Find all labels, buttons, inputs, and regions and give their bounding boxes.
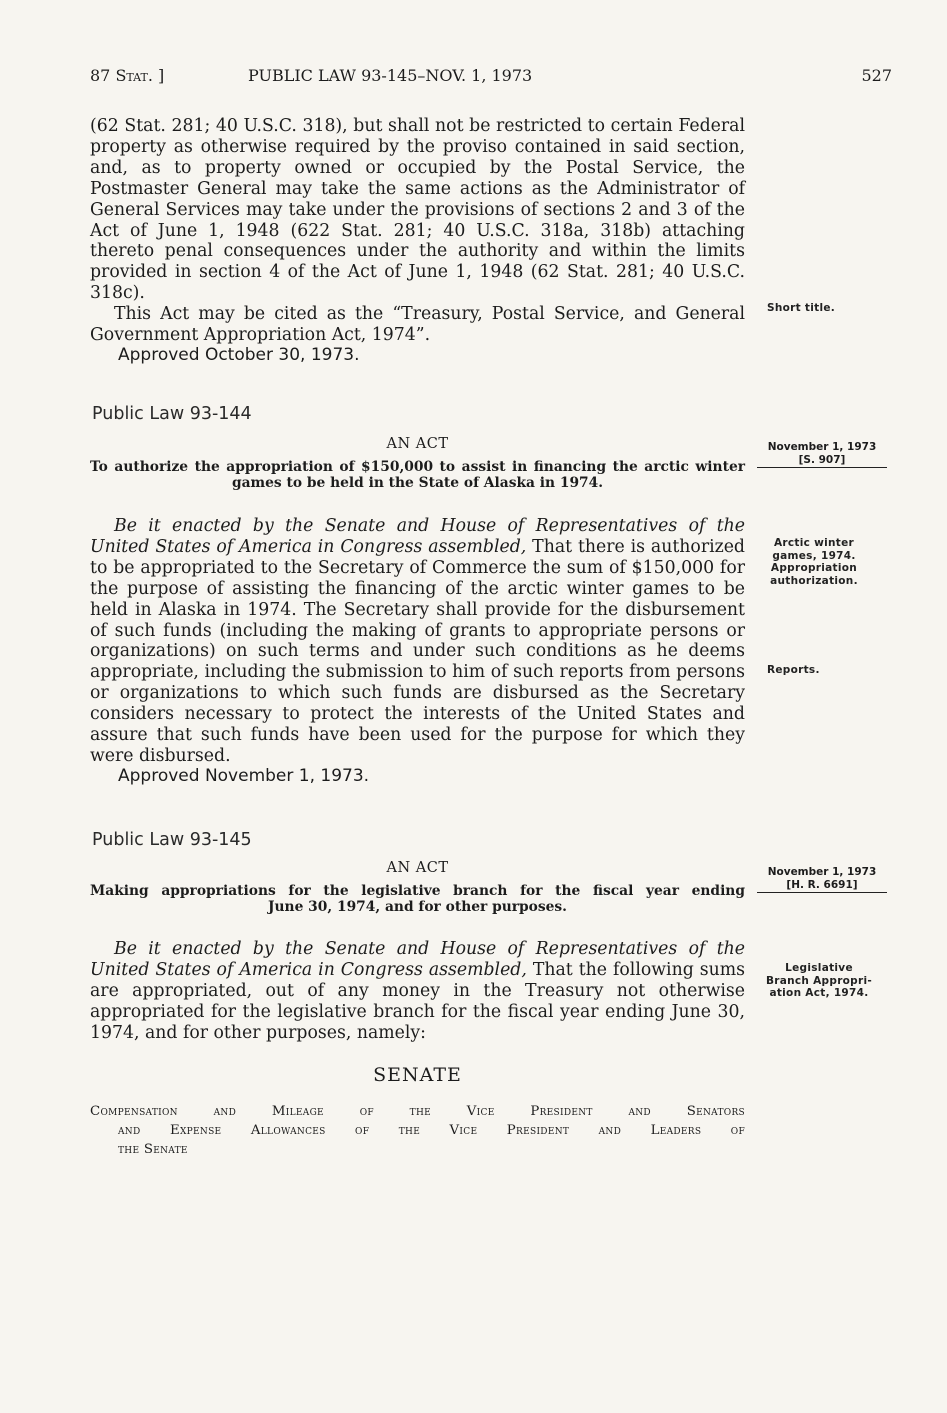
- an-act-heading-2: AN ACT: [386, 860, 449, 876]
- comp-heading-line-2: and Expense Allowances of the Vice President and Leaders of: [118, 1123, 745, 1138]
- margin-note-arctic: [764, 537, 864, 587]
- enacting-clause: Be it enacted by the Senate and House of Representatives of the United States of America in Congress assembled,: [90, 516, 745, 557]
- comp-heading-line-1: Compensation and Mileage of the Vice President and Senators: [90, 1104, 745, 1119]
- enactment-date: November 1, 1973: [767, 441, 877, 453]
- enactment-date-2: November 1, 1973: [767, 866, 877, 878]
- margin-arctic-line-4: authorization.: [770, 574, 858, 587]
- margin-leg-line-1: Legislative: [785, 962, 853, 974]
- senate-heading: SENATE: [373, 1064, 462, 1086]
- purpose-2-line-2: June 30, 1974, and for other purposes.: [268, 899, 567, 915]
- law-number-93-145: Public Law 93-145: [92, 830, 252, 850]
- enactment-date-block-2: [757, 866, 887, 893]
- act-body-93-144: [90, 516, 745, 767]
- approved-october-30: Approved October 30, 1973.: [118, 345, 360, 365]
- enactment-date-block: [757, 441, 887, 468]
- running-head: [90, 66, 892, 90]
- compensation-heading: [90, 1102, 745, 1159]
- running-title: PUBLIC LAW 93-145–NOV. 1, 1973: [248, 66, 533, 85]
- act-text-2: That the following sums are appropriated, out of any money in the Treasury not otherwise appropriated for the legislative branch for the fiscal year ending June 30, 1974, and for other purposes, namely:: [90, 959, 746, 1043]
- margin-arctic-line-2: games, 1974.: [772, 549, 856, 562]
- page-number: 527: [861, 66, 892, 85]
- purpose-2-line-1: Making appropriations for the legislative branch for the fiscal year ending: [90, 883, 745, 899]
- enacting-clause-2: Be it enacted by the Senate and House of Representatives of the United States of America in Congress assembled,: [90, 939, 745, 980]
- margin-leg-line-3: ation Act, 1974.: [769, 987, 869, 999]
- act-purpose-2: [90, 883, 745, 915]
- law-number-93-144: Public Law 93-144: [92, 404, 252, 424]
- margin-note-legislative: [764, 962, 874, 1000]
- an-act-heading: AN ACT: [386, 436, 449, 452]
- margin-arctic-line-3: Appropriation: [770, 562, 858, 574]
- enacting-paragraph-2: [90, 939, 745, 1044]
- act-text: That there is authorized to be appropriated to the Secretary of Commerce the sum of $150,000 for the purpose of assisting the financing of the arctic winter games to be held in Alaska in 1974. The Secretary shall provide for the disbursement of such funds (including the making of grants to appropriate persons or organizations) on such terms and under such conditions as he deems appropriate, including the submission to him of such reports from persons or organizations to which such funds are disbursed as the Secretary considers necessary to protect the interests of the United States and assure that such funds have been used for the purpose for which they were disbursed.: [90, 536, 745, 766]
- approved-november-1: Approved November 1, 1973.: [118, 766, 370, 786]
- act-body-93-145: [90, 939, 745, 1044]
- bill-number: [S. 907]: [757, 454, 887, 468]
- act-purpose: [90, 459, 745, 491]
- bill-number-2: [H. R. 6691]: [757, 879, 887, 893]
- comp-heading-line-3: the Senate: [118, 1142, 188, 1157]
- volume-reference: 87 Stat. ]: [90, 66, 165, 85]
- margin-leg-line-2: Branch Appropri-: [765, 974, 873, 987]
- margin-note-short-title: Short title.: [767, 302, 836, 314]
- continuation-text: [90, 116, 745, 346]
- purpose-line-2: games to be held in the State of Alaska in 1974.: [231, 475, 604, 491]
- enacting-paragraph: [90, 516, 745, 767]
- short-title-paragraph: This Act may be cited as the “Treasury, Postal Service, and General Government Appropriation Act, 1974”.: [90, 304, 745, 346]
- purpose-line-1: To authorize the appropriation of $150,000 to assist in financing the arctic winter: [90, 459, 745, 475]
- continuation-paragraph: (62 Stat. 281; 40 U.S.C. 318), but shall not be restricted to certain Federal property as otherwise required by the proviso contained in said section, and, as to property owned or occupied by the Postal Service, the Postmaster General may take the same actions as the Administrator of General Services may take under the provisions of sections 2 and 3 of the Act of June 1, 1948 (622 Stat. 281; 40 U.S.C. 318a, 318b) attaching thereto penal consequences under the authority and within the limits provided in section 4 of the Act of June 1, 1948 (62 Stat. 281; 40 U.S.C. 318c).: [90, 116, 745, 304]
- margin-arctic-line-1: Arctic winter: [773, 537, 855, 549]
- margin-note-reports: Reports.: [767, 664, 820, 676]
